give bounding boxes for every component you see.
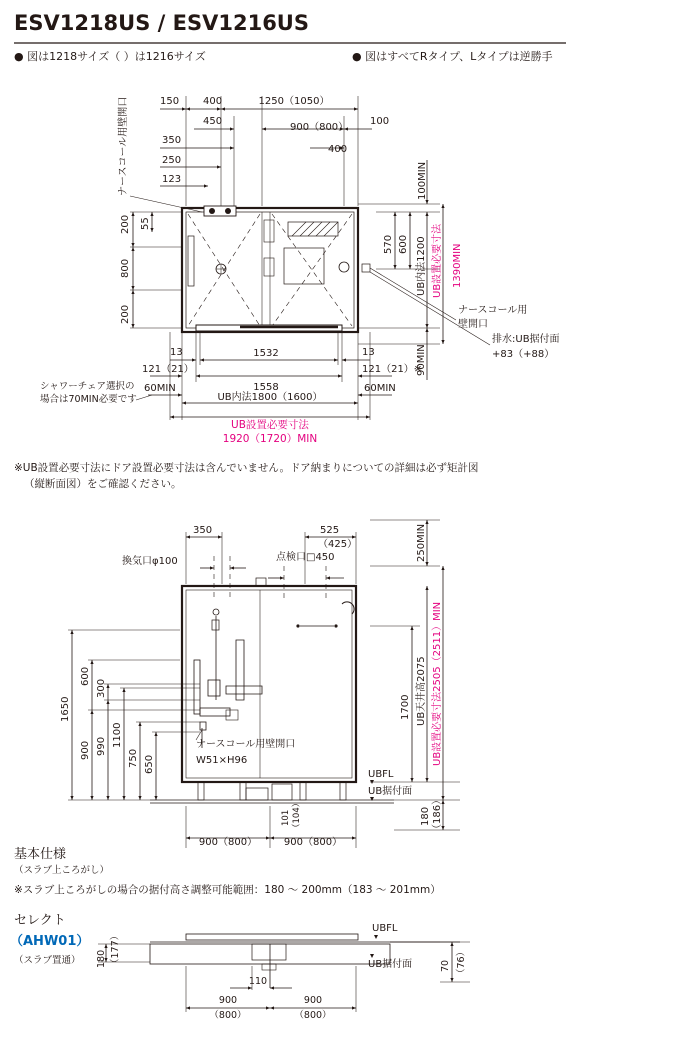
select-ub-base: UB据付面 bbox=[368, 959, 413, 970]
basic-spec-heading: 基本仕様 bbox=[14, 847, 67, 862]
elev-dims-left bbox=[60, 630, 200, 800]
page-title: ESV1218US / ESV1216US bbox=[14, 11, 309, 35]
svg-text:200: 200 bbox=[120, 214, 131, 234]
select-sub: （スラブ置通） bbox=[14, 955, 81, 966]
plan-dims-top bbox=[160, 95, 389, 206]
plan-ub-required-label: UB設置必要寸法 bbox=[231, 419, 309, 431]
svg-text:150: 150 bbox=[160, 96, 180, 107]
svg-text:600: 600 bbox=[80, 666, 91, 686]
svg-text:13: 13 bbox=[170, 347, 183, 358]
shower-chair-note-1: シャワーチェア選択の bbox=[40, 381, 135, 392]
svg-text:180: 180 bbox=[96, 949, 107, 968]
svg-text:（76）: （76） bbox=[456, 946, 467, 978]
svg-text:180: 180 bbox=[420, 806, 431, 826]
note-size: ● 図は1218サイズ（ ）は1216サイズ bbox=[14, 50, 206, 63]
svg-text:750: 750 bbox=[128, 748, 139, 768]
svg-text:70: 70 bbox=[440, 959, 451, 972]
plan-tub bbox=[284, 248, 324, 284]
basic-spec-sub: （スラブ上ころがし） bbox=[14, 865, 110, 876]
svg-text:570: 570 bbox=[383, 234, 394, 254]
select-section bbox=[96, 923, 470, 1021]
svg-text:1250（1050）: 1250（1050） bbox=[258, 96, 330, 107]
note-type: ● 図はすべてRタイプ、Lタイプは逆勝手 bbox=[352, 50, 553, 63]
elev-nurse-call-size: W51×H96 bbox=[196, 755, 248, 766]
svg-text:350: 350 bbox=[162, 135, 182, 146]
svg-text:101: 101 bbox=[281, 809, 291, 826]
select-code: （AHW01） bbox=[10, 934, 90, 949]
svg-text:300: 300 bbox=[96, 678, 107, 698]
svg-text:900: 900 bbox=[80, 740, 91, 760]
plan-wall-opening-right: 壁開口 bbox=[458, 319, 488, 330]
svg-text:1650: 1650 bbox=[60, 696, 71, 722]
plan-nurse-call-right: ナースコール用 bbox=[458, 305, 528, 316]
svg-text:900: 900 bbox=[303, 995, 323, 1006]
plan-drain-2 bbox=[339, 262, 349, 272]
plan-drain-value: +83（+88） bbox=[492, 349, 555, 360]
svg-text:110: 110 bbox=[248, 976, 268, 987]
svg-text:400: 400 bbox=[203, 96, 223, 107]
svg-text:900（800）: 900（800） bbox=[283, 837, 343, 848]
note-door-2: （縦断面図）をご確認ください。 bbox=[24, 478, 182, 490]
svg-text:1700: 1700 bbox=[400, 694, 411, 720]
plan-view bbox=[40, 95, 560, 445]
svg-text:100MIN: 100MIN bbox=[417, 161, 428, 200]
svg-text:450: 450 bbox=[203, 116, 223, 127]
basic-spec-note: ※スラブ上ころがしの場合の据付高さ調整可能範囲：180 ～ 200mm（183 ～ 201mm） bbox=[14, 884, 441, 896]
svg-text:UB内法1200: UB内法1200 bbox=[416, 236, 427, 296]
select-ubfl: UBFL bbox=[372, 923, 398, 934]
svg-text:123: 123 bbox=[162, 174, 182, 185]
svg-text:800: 800 bbox=[120, 258, 131, 278]
svg-text:（104）: （104） bbox=[292, 798, 302, 832]
svg-text:1390MIN: 1390MIN bbox=[452, 243, 463, 288]
elev-nurse-call-label: ナースコール用壁開口 bbox=[196, 739, 296, 750]
elev-ubfl: UBFL bbox=[368, 769, 394, 780]
select-heading: セレクト bbox=[14, 913, 66, 928]
plan-dims-left bbox=[120, 212, 182, 328]
svg-text:100: 100 bbox=[370, 116, 390, 127]
svg-text:350: 350 bbox=[193, 525, 213, 536]
svg-text:600: 600 bbox=[398, 234, 409, 254]
svg-text:13: 13 bbox=[362, 347, 375, 358]
note-door-1: ※UB設置必要寸法にドア設置必要寸法は含んでいません。ドア納まりについての詳細は必ず矩計図 bbox=[14, 462, 479, 474]
svg-text:60MIN: 60MIN bbox=[144, 383, 176, 394]
svg-text:UB天井高2075: UB天井高2075 bbox=[416, 656, 427, 726]
elev-legs bbox=[198, 782, 346, 800]
svg-text:121（21）: 121（21） bbox=[142, 364, 194, 375]
svg-text:（186）: （186） bbox=[432, 794, 443, 834]
plan-dims-bottom bbox=[142, 332, 422, 420]
svg-text:1100: 1100 bbox=[112, 722, 123, 748]
svg-text:525: 525 bbox=[320, 525, 340, 536]
elev-dims-bottom bbox=[186, 799, 356, 848]
svg-text:900: 900 bbox=[218, 995, 238, 1006]
svg-text:1558: 1558 bbox=[253, 382, 279, 393]
svg-text:UB設置必要寸法: UB設置必要寸法 bbox=[432, 223, 443, 298]
elev-ub-base: UB据付面 bbox=[368, 786, 413, 797]
plan-drain-label: 排水:UB据付面 bbox=[492, 334, 560, 345]
svg-text:UB設置必要寸法2505（2511）MIN: UB設置必要寸法2505（2511）MIN bbox=[432, 601, 443, 766]
plan-ub-required-value: 1920（1720）MIN bbox=[222, 433, 318, 445]
svg-text:250MIN: 250MIN bbox=[416, 523, 427, 562]
svg-text:（425）: （425） bbox=[318, 539, 358, 550]
svg-text:250: 250 bbox=[162, 155, 182, 166]
svg-text:400: 400 bbox=[328, 144, 348, 155]
shower-chair-note-2: 場合は70MIN必要です bbox=[40, 394, 137, 405]
svg-text:900（800）: 900（800） bbox=[290, 122, 349, 133]
svg-text:900（800）: 900（800） bbox=[198, 837, 258, 848]
svg-text:（177）: （177） bbox=[110, 930, 121, 968]
svg-text:60MIN: 60MIN bbox=[364, 383, 396, 394]
plan-nurse-call-label: ナースコール用壁開口 bbox=[118, 96, 129, 196]
elevation-view bbox=[60, 520, 460, 848]
svg-text:990: 990 bbox=[96, 736, 107, 756]
svg-text:90MIN: 90MIN bbox=[416, 344, 427, 376]
svg-text:1532: 1532 bbox=[253, 348, 279, 359]
svg-text:200: 200 bbox=[120, 304, 131, 324]
svg-text:121（21）※: 121（21）※ bbox=[362, 364, 423, 375]
plan-shelf bbox=[288, 222, 338, 236]
svg-text:（800）: （800） bbox=[294, 1010, 332, 1021]
inspection-label: 点検口□450 bbox=[276, 552, 335, 563]
svg-text:55: 55 bbox=[140, 217, 151, 230]
svg-text:（800）: （800） bbox=[209, 1010, 247, 1021]
svg-text:650: 650 bbox=[144, 754, 155, 774]
vent-label: 換気口φ100 bbox=[122, 556, 178, 567]
svg-text:UB内法1800（1600）: UB内法1800（1600） bbox=[217, 392, 323, 403]
